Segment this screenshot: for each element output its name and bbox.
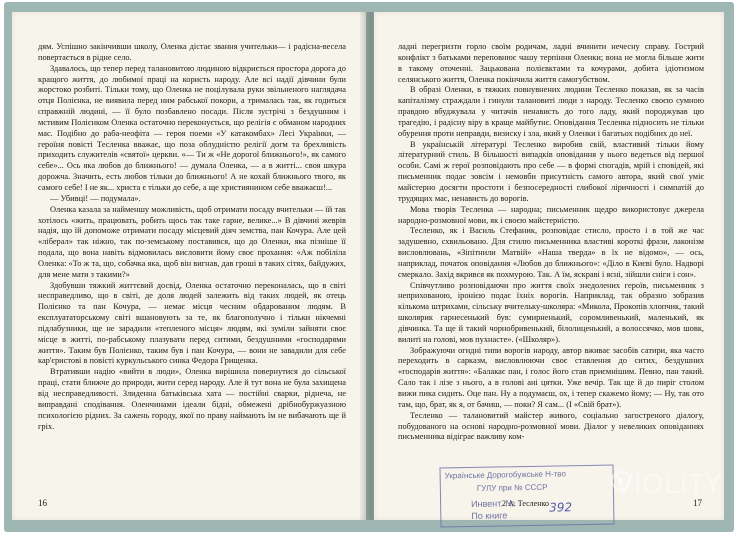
left-paragraph: дям. Успішно закінчивши школу, Оленка дістає звання учительки— і радісна-весела повертається в рідне село. bbox=[38, 42, 346, 62]
right-paragraph: Співчутливо розповідаючи про життя своїх знедолених героїв, письменник з неприхованою, іронією подає їхніх ворогів. Наприклад, так образно зобразив кількома штрихами, сільську вчительку-школяра: «Микола, Прокопів хлопчик, такий школярик гарнесенький був: сумирненький, соромливенький, маленький, як дівчинка. Та ще й такий чорнобривенький, білолиценький, а волоссячко, мов шовк, вилиті на голові, мов пухнасте». («Школяр»). bbox=[398, 280, 704, 344]
stamp-number: 392 bbox=[549, 500, 573, 515]
right-page bbox=[374, 12, 724, 520]
right-paragraph: ладні перегризти горло своїм родичам, ладні вчинити нечесну справу. Гострий конфлікт з батьками переповнює чашу терпіння Оленки; вона не могла більше жити в такому оточенні. Зацькована полієвктами та кочурами, добита ідіотизмом селянського життя, Оленка покінчила життя самогубством. bbox=[398, 42, 704, 84]
stamp-line-3: Инвент. № bbox=[471, 498, 516, 509]
left-paragraph: Втративши надію «вийти в люди», Оленка вирішила повернутися до сільської праці, стати ближче до природи, жити серед народу. Але й тут вона не була захищена від несправедливості. Злиденна батьківська хата — постійні сварки, ріднеча, не виправдані сподівання. Оленчинами ідеали бідні, обмежені дрібнобуржуазною психологією рідних. За сажень городу, якої по праву наймають їм не вибачають ще й гріх. bbox=[38, 367, 346, 431]
stamp-line-2: ГУЛУ при № СССР bbox=[476, 482, 548, 493]
left-page-text bbox=[38, 42, 346, 432]
signature-mark: 2 А. Тесленко bbox=[502, 499, 549, 508]
right-paragraph: Мова творів Тесленка — народна; письменник щедро використовує джерела народно-розмовної мови, як і своєю майстерністю. bbox=[398, 204, 704, 225]
stamp-line-1: Українське Дорогобужське Н-тво bbox=[444, 469, 566, 481]
left-paragraph: — Убивці! — подумала». bbox=[50, 193, 141, 203]
right-paragraph: Тесленко, як і Василь Стефаник, розповідає стисло, просто і в той же час задушевно, схвильовано. Для стилю письменника властиві короткі фрази, лаконізм висловлювань, «Зіпітнили Матвій» «Наша тверда» в їх не відомо», — ось, наприклад, початок оповідання «Любов до ближнього»: «Діло в Києві було. Надворі смеркало. Захід вкрився як похмурою. Так. А їм, яскраві і ясні, зійшли сніги і сон». bbox=[398, 226, 704, 279]
stamp-line-4: По книге bbox=[471, 510, 508, 521]
watermark-text: VIOLITY bbox=[615, 470, 722, 500]
right-paragraph: Зображуючи огидні типи ворогів народу, автор вживає засобів сатири, яка часто переходить в сарказм, висловлюючи своє ставлення до ситих, бездушних «господарів життя»: «Балакає пан, і голос його став приємнішим. Певно, пан такий. Сало так і лізе з нього, а в голові ані цятки. Уже вечір. Так ще й до пиріг столом вижи пика сидить. Оце пан. Ну а подумаєш, ох, і тепер скажемо йому; — Ну, так ото там, що, брат, як я, от бачиш, — поки? Я сам... (І «Свій брат»). bbox=[398, 345, 704, 409]
left-paragraph: Здобувши тяжкий життєвий досвід, Оленка остаточно переконалась, що в світі несправедливо, що в світі, де доля людей залежить від таких людей, як отець Полієнко та пан Кочура, — немає місця чесним обдарованим людям. В експлуататорському світі вшановують за те, як благополучно і тільки нікчемні підлабузники, ще не зарадили «тепленого місця» людям, які зуміли зайняти своє місце в житті, по-рабському плазувати перед ситими, бездушними «господарями життя». Таким був Полієнко, таким був і пан Кочура, — вони не завадили для себе кар'єристові в повісті куркульського синка Федора Грищенка. bbox=[38, 280, 346, 366]
right-paragraph: Тесленко — талановитий майстер живого, соціально загостреного діалогу, побудованого на основі народно-розмовної мови. Діалог у невеликих оповіданнях письменника відіграє важливу ком- bbox=[398, 410, 704, 442]
left-paragraph: Оленка казала за найменшу можливість, щоб отримати посаду вчительки — їй так хотілось «жить, працювать, робить щось так таке гарне, велике...» В дівчині жеврів надія, що їй допоможе отримати посаду місцевий діяч земства, пан Кочура. Але цей «ліберал» так ніжно, так по-земському поставився, що до Оленки, яка пізніше її подала, що вона навіть відмовилась висловити йому своє прохання: «Аж побіліла Оленка: «То ж та, що, собачка яка, щоб він вигнав, дав гроші в таких сітях, байдужих, для мене мати з такими?» bbox=[38, 204, 346, 279]
left-paragraph: Здавалось, що тепер перед талановитою людиною відкриється простора дорога до кращого життя, до любимої праці на користь народу. Але всі надії дівчини були жорстоко розбиті. Тільки тому, що Оленка не поцілувала руки звільненого наглядача отця Полієнка, не виявила перед ним рабської покори, а трималась так, як годиться справжній людині, — її було позбавлено посади. Після зустрічі з бездушним і мстивим Полієнком Оленка остаточно переконується, що релігія є обманом народних мас. Подібно до раба-неофіта — героя поеми «У катакомбах» Лесі Українки, — героїня повісті Тесленка вважає, що поза облудністю релігії догм та брехливість приходить служителів «святої» церкви. «— Ти ж «Не дорогої ближнього!», як самого себе»... Ось яка любов до ближнього! — думала Оленка, — а в житті... своя шкура дорожча. Значить, есть любов тільки до ближнього! А не кохай ближнього твого, як самого себе! І не як... христа є тільки до себе, а ще християнином себе вважаєш!... bbox=[38, 63, 346, 192]
page-number-right: 17 bbox=[693, 498, 702, 508]
right-page-text bbox=[398, 42, 704, 443]
page-number-left: 16 bbox=[38, 498, 47, 508]
right-paragraph: В образі Оленки, в тяжких повнувнених людини Тесленко показав, як за часів капіталізму страждали і гинули талановиті люди з народу. Тесленко своєю сумною правдою вбуджувала у читачів ненависть до того ладу, який породжував цю трагедію, і радісну віру в краще майбутнє. Оповідання Тесленка підносить не тільки обурення проти неправди, визиску і зла, який у Оленки і багатьох подібних до неї. bbox=[398, 85, 704, 138]
left-page bbox=[12, 12, 366, 520]
right-paragraph: В українській літературі Тесленко виробив свій, властивий тільки йому літературний стиль. В більшості випадків оповідання у нього ведеться від першої особи. Самі ж герої розповідають про себе — в формі спогадів, мрій і сповідей, які письменник подає зовсім і немовби присутність самого автора, який свої уміє майстерно досягти простоти і безпосередності глибокої ліричності і симпатій до трудящих мас, ненависть до ворогів. bbox=[398, 139, 704, 203]
library-stamp bbox=[439, 464, 614, 527]
